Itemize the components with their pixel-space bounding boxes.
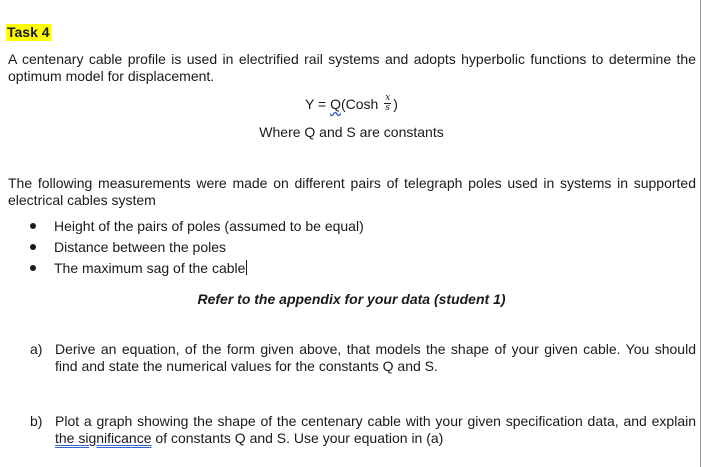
equation xyxy=(0,94,703,115)
fraction-numerator: x xyxy=(385,92,391,103)
question-b-text-end: of constants Q and S. Use your equation in (a) xyxy=(151,430,444,446)
question-a-text: Derive an equation, of the form given above, that models the shape of your given cable. You should find and state the numerical values for the constants Q and S. xyxy=(55,341,696,374)
list-item xyxy=(28,216,364,237)
question-b-text xyxy=(55,413,696,447)
list-item xyxy=(28,237,364,258)
question-a xyxy=(30,341,696,375)
question-b-underlined: the significance xyxy=(55,430,152,446)
page-edge-rule xyxy=(700,0,701,467)
equation-q: Q xyxy=(330,96,341,112)
text-cursor xyxy=(246,260,247,275)
measurements-paragraph: The following measurements were made on different pairs of telegraph poles used in systems in supported electrical cables system xyxy=(8,175,696,208)
task-title: Task 4 xyxy=(7,24,50,40)
equation-fraction xyxy=(384,94,391,113)
list-item-text: The maximum sag of the cable xyxy=(54,260,246,276)
constants-note: Where Q and S are constants xyxy=(259,124,444,140)
question-b-label: b) xyxy=(30,413,43,429)
measurements-list xyxy=(28,216,364,279)
question-b-text-start: Plot a graph showing the shape of the centenary cable with your given specification data, and explain xyxy=(55,413,696,429)
intro-paragraph: A centenary cable profile is used in electrified rail systems and adopts hyperbolic functions to determine the optimum model for displacement. xyxy=(8,51,696,84)
equation-close: ) xyxy=(393,96,398,112)
fraction-denominator: s xyxy=(385,102,391,113)
list-item xyxy=(28,258,364,279)
list-item-text: Distance between the poles xyxy=(54,239,226,255)
bullet-icon xyxy=(30,244,36,250)
question-b xyxy=(30,413,696,447)
refer-note: Refer to the appendix for your data (student 1) xyxy=(197,291,506,307)
bullet-icon xyxy=(30,223,36,229)
bullet-icon xyxy=(30,265,36,271)
question-a-label: a) xyxy=(30,341,43,357)
equation-lhs: Y = xyxy=(305,96,331,112)
list-item-text: Height of the pairs of poles (assumed to be equal) xyxy=(54,218,364,234)
equation-cosh: (Cosh xyxy=(340,96,383,112)
task-heading xyxy=(6,24,51,41)
